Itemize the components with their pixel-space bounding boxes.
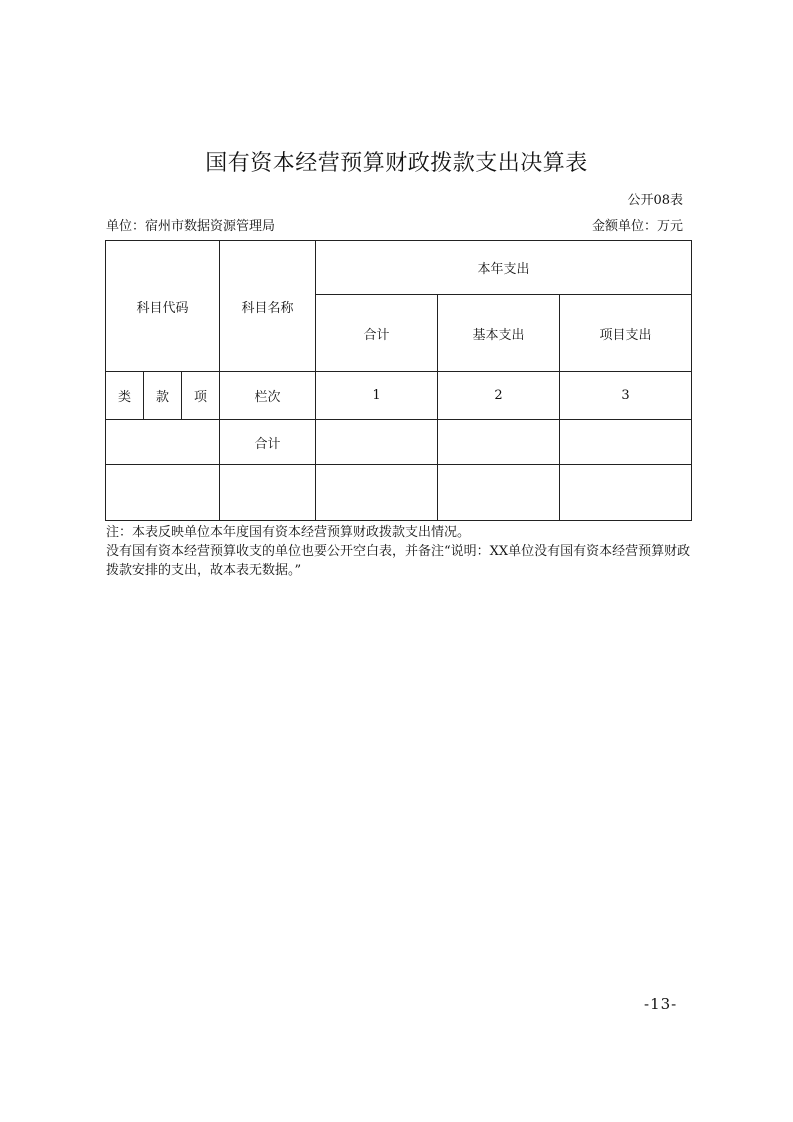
unit-label: 单位：宿州市数据资源管理局 <box>106 219 276 234</box>
header-current-year-expenditure: 本年支出 <box>316 241 692 295</box>
empty-code-cell <box>106 465 220 521</box>
empty-project-cell <box>560 465 692 521</box>
header-basic-expenditure: 基本支出 <box>438 295 560 372</box>
header-row-1 <box>106 241 692 295</box>
note-line-2: 没有国有资本经营预算收支的单位也要公开空白表，并备注“说明：XX单位没有国有资本经营预算财政拨款安排的支出，故本表无数据。” <box>106 544 691 578</box>
header-kuan: 款 <box>144 372 182 420</box>
form-number: 公开08表 <box>627 193 683 208</box>
empty-name-cell <box>220 465 316 521</box>
header-subject-name: 科目名称 <box>220 241 316 372</box>
empty-basic-cell <box>438 465 560 521</box>
total-row-total-cell <box>316 420 438 465</box>
page-title: 国有资本经营预算财政拨款支出决算表 <box>205 151 588 176</box>
index-row <box>106 372 692 420</box>
empty-total-cell <box>316 465 438 521</box>
header-project-expenditure: 项目支出 <box>560 295 692 372</box>
total-row <box>106 420 692 465</box>
total-row-label: 合计 <box>220 420 316 465</box>
row-index-label: 栏次 <box>220 372 316 420</box>
total-row-basic-cell <box>438 420 560 465</box>
header-subject-code: 科目代码 <box>106 241 220 372</box>
expenditure-table <box>105 240 692 521</box>
header-lei: 类 <box>106 372 144 420</box>
column-index-2: 2 <box>438 372 560 420</box>
note-line-1: 注：本表反映单位本年度国有资本经营预算财政拨款支出情况。 <box>106 525 471 540</box>
amount-unit-label: 金额单位：万元 <box>591 219 683 234</box>
header-total: 合计 <box>316 295 438 372</box>
page-number: -13- <box>644 995 678 1013</box>
header-xiang: 项 <box>182 372 220 420</box>
empty-data-row <box>106 465 692 521</box>
total-row-project-cell <box>560 420 692 465</box>
notes <box>106 523 696 580</box>
column-index-3: 3 <box>560 372 692 420</box>
total-row-code-cell <box>106 420 220 465</box>
column-index-1: 1 <box>316 372 438 420</box>
